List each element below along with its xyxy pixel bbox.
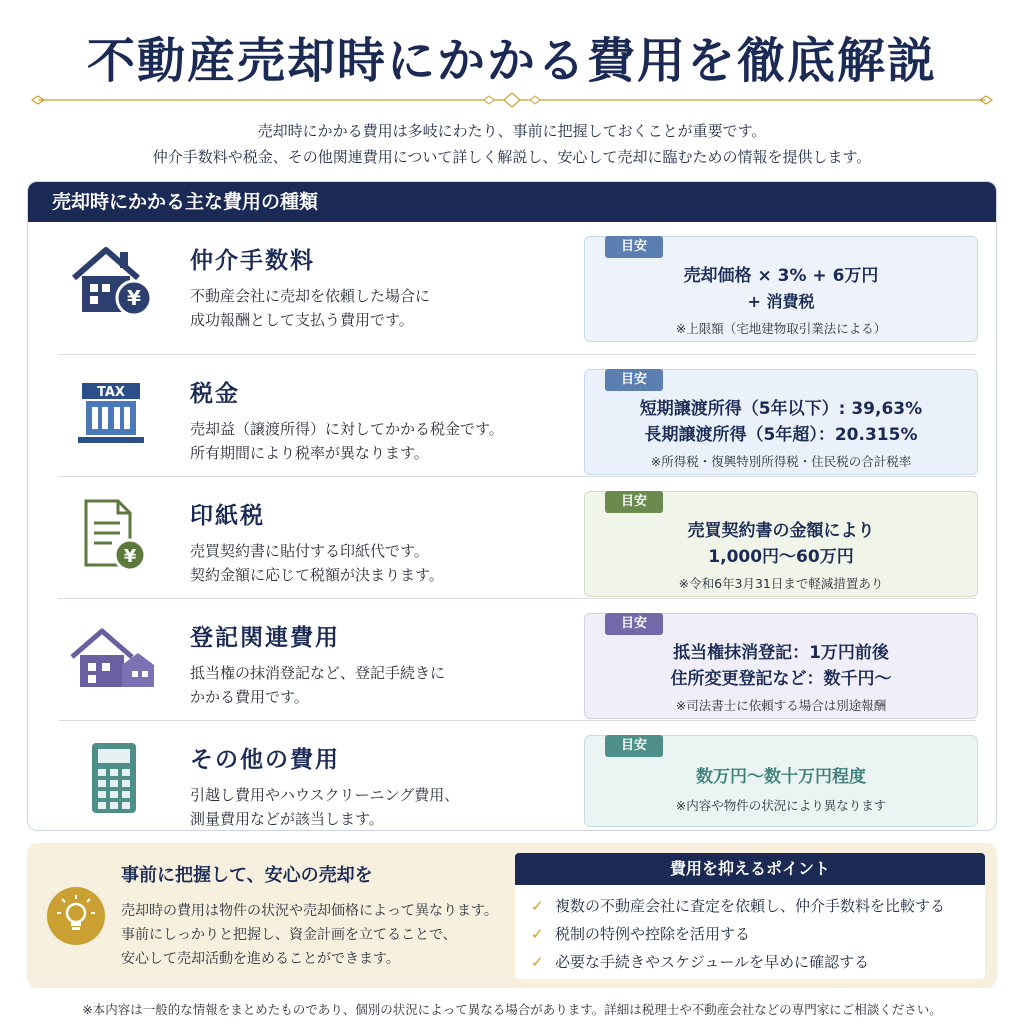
document-yen-icon: [68, 495, 158, 575]
intro-line: 売却時にかかる費用は多岐にわたり、事前に把握しておくことが重要です。: [257, 122, 767, 140]
desc-line: 所有期間により税率が異なります。: [190, 444, 429, 462]
cost-title: その他の費用: [190, 746, 340, 773]
svg-text:¥: ¥: [127, 286, 141, 310]
estimate-badge: 目安: [605, 236, 663, 258]
estimate-box: [584, 613, 978, 719]
intro-line: 仲介手数料や税金、その他関連費用について詳しく解説し、安心して売却に臨むための情報を提供します。: [152, 148, 872, 166]
estimate-value: 1,000円〜60万円: [708, 547, 854, 567]
estimate-note: ※所得税・復興特別所得税・住民税の合計税率: [650, 454, 912, 469]
desc-line: 成功報酬として支払う費用です。: [190, 311, 414, 329]
desc-line: 売却益（譲渡所得）に対してかかる税金です。: [190, 420, 504, 438]
cost-row-stamp-duty: [28, 477, 996, 598]
summary-line: 事前にしっかりと把握し、資金計画を立てることで、: [121, 927, 457, 943]
summary-line: 安心して売却活動を進めることができます。: [121, 951, 400, 967]
summary-panel: [27, 843, 997, 988]
tip-text: 複数の不動産会社に査定を依頼し、仲介手数料を比較する: [555, 897, 946, 915]
estimate-value: 抵当権抹消登記：1万円前後: [673, 643, 889, 663]
estimate-box: [584, 236, 978, 342]
intro-text: [0, 118, 1024, 170]
estimate-note: ※内容や物件の状況により異なります: [675, 798, 887, 813]
desc-line: 不動産会社に売却を依頼した場合に: [190, 287, 431, 305]
desc-line: 売買契約書に貼付する印紙代です。: [190, 542, 429, 560]
estimate-value: 売買契約書の金額により: [687, 521, 875, 541]
desc-line: 契約金額に応じて税額が決まります。: [190, 566, 444, 584]
cost-title: 印紙税: [190, 502, 265, 529]
svg-text:TAX: TAX: [97, 385, 125, 400]
check-icon: ✓: [531, 925, 544, 943]
cost-description: [190, 417, 504, 465]
cost-saving-tips: [515, 853, 985, 979]
house-yen-icon: [68, 240, 158, 320]
calculator-icon: [68, 739, 158, 819]
cost-title: 仲介手数料: [190, 247, 315, 274]
summary-text: [121, 899, 498, 971]
desc-line: 引越し費用やハウスクリーニング費用、: [190, 786, 460, 804]
estimate-note: ※司法書士に依頼する場合は別途報酬: [675, 698, 887, 713]
estimate-box: [584, 735, 978, 827]
tip-item: [531, 951, 869, 972]
estimate-value: 短期譲渡所得（5年以下）: 39,63%: [639, 399, 923, 419]
cost-description: [190, 539, 444, 587]
cost-description: [190, 783, 459, 831]
cost-row-tax: [28, 355, 996, 476]
tax-building-icon: [68, 373, 158, 453]
summary-line: 売却時の費用は物件の状況や売却価格によって異なります。: [121, 903, 498, 919]
houses-icon: [68, 617, 158, 697]
estimate-note: ※令和6年3月31日まで軽減措置あり: [678, 576, 884, 591]
section-title: 売却時にかかる主な費用の種類: [28, 182, 996, 222]
estimate-note: ※上限額（宅地建物取引業法による）: [675, 321, 887, 336]
check-icon: ✓: [531, 897, 544, 915]
estimate-box: [584, 369, 978, 475]
tip-text: 必要な手続きやスケジュールを早めに確認する: [555, 953, 870, 971]
lightbulb-icon: [47, 887, 105, 945]
tip-item: [531, 895, 945, 916]
estimate-value: + 消費税: [747, 292, 815, 311]
cost-title: 登記関連費用: [190, 624, 340, 651]
desc-line: かかる費用です。: [190, 688, 309, 706]
estimate-badge: 目安: [605, 735, 663, 757]
cost-title: 税金: [190, 380, 240, 407]
estimate-badge: 目安: [605, 613, 663, 635]
page-title: 不動産売却時にかかる費用を徹底解説: [86, 33, 937, 89]
cost-description: [190, 661, 445, 709]
check-icon: ✓: [531, 953, 544, 971]
estimate-value: 住所変更登記など：数千円〜: [670, 669, 892, 689]
summary-title: 事前に把握して、安心の売却を: [121, 865, 373, 886]
footer-disclaimer: ※本内容は一般的な情報をまとめたものであり、個別の状況によって異なる場合があります。詳細は税理士や不動産会社などの専門家にご相談ください。: [82, 1002, 942, 1017]
estimate-value: 数万円〜数十万円程度: [696, 767, 866, 787]
cost-description: [190, 284, 430, 332]
estimate-value: 売却価格 × 3% + 6万円: [683, 266, 879, 286]
tips-title: 費用を抑えるポイント: [515, 853, 985, 885]
cost-row-brokerage: [28, 222, 996, 343]
cost-row-other: [28, 721, 996, 831]
cost-row-registration: [28, 599, 996, 720]
estimate-box: [584, 491, 978, 597]
tip-item: [531, 923, 750, 944]
ornament-divider: [28, 90, 996, 110]
estimate-value: 長期譲渡所得（5年超）：20.315%: [644, 425, 918, 445]
desc-line: 測量費用などが該当します。: [190, 810, 384, 828]
estimate-badge: 目安: [605, 369, 663, 391]
svg-text:¥: ¥: [123, 546, 137, 567]
cost-types-card: [27, 181, 997, 831]
estimate-badge: 目安: [605, 491, 663, 513]
desc-line: 抵当権の抹消登記など、登記手続きに: [190, 664, 446, 682]
tip-text: 税制の特例や控除を活用する: [555, 925, 751, 943]
